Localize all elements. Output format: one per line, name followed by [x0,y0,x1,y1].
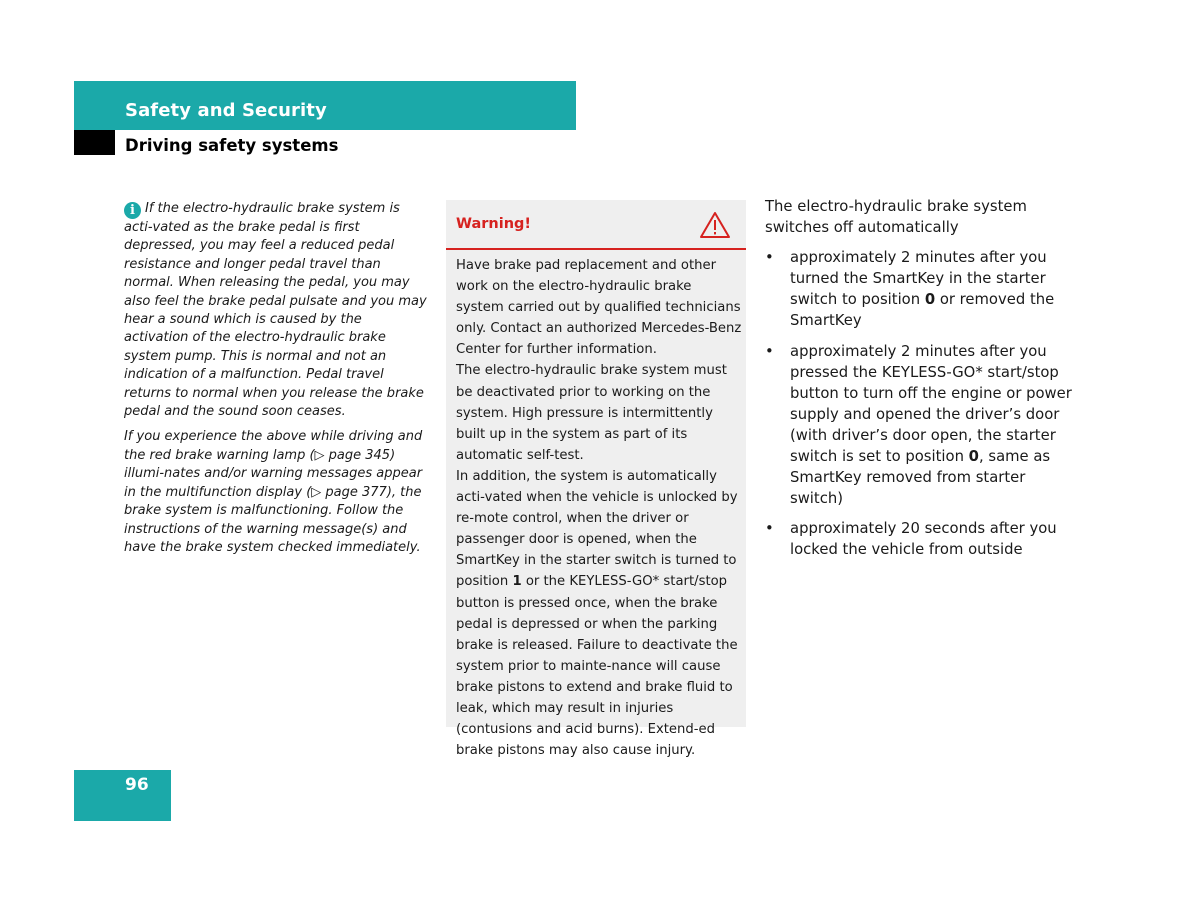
note-text-1: If the electro-hydraulic brake system is acti-vated as the brake pedal is first depressed, you may feel a reduced pedal resistance and longer pedal travel than normal. When releasing the pedal, you may also feel the brake pedal pulsate and you may hear a sound which is caused by the activation of the electro-hydraulic brake system pump. This is normal and not an indication of a malfunction. Pedal travel returns to normal when you release the brake pedal and the sound soon ceases. [124,201,427,420]
subsection-marker [74,130,115,155]
warning-text-3a: In addition, the system is automatically acti-vated when the vehicle is unlocked by re-mote control, when the driver or passenger door is opened, when the SmartKey in the starter switch is turned to position [456,468,738,590]
warning-header [446,200,746,250]
page-number-box [74,770,171,821]
list-item [765,341,1075,510]
shutoff-list [765,247,1075,560]
page-number: 96 [125,775,149,795]
bullet: • [765,342,774,360]
item-text: approximately 2 minutes after you turned the SmartKey in the starter switch to position [790,249,1047,309]
item-text: approximately 20 seconds after you locked the vehicle from outside [790,520,1057,559]
list-item [765,247,1075,331]
note-paragraph-2: If you experience the above while driving and the red brake warning lamp (▷ page 345) illumi-nates and/or warning messages appear in the multifunction display (▷ page 377), the brake system is malfunctioning. Follow the instructions of the warning message(s) and have the brake system checked immediately. [124,429,423,555]
section-title: Safety and Security [125,100,327,121]
info-icon: i [124,202,141,219]
bullet: • [765,249,774,267]
warning-paragraph-1: Have brake pad replacement and other work on the electro-hydraulic brake system carried out by qualified technicians only. Contact an authorized Mercedes-Benz Center for further information. [456,258,742,358]
item-text: approximately 2 minutes after you pressed the KEYLESS-GO* start/stop button to turn off the engine or power supply and opened the driver’s door (with driver’s door open, the starter switch is set to position [790,342,1072,466]
warning-triangle-icon [699,211,731,239]
shutoff-intro: The electro-hydraulic brake system switches off automatically [765,198,1027,237]
position-value: 0 [924,291,936,309]
warning-paragraph-3 [456,466,742,761]
warning-paragraph-2: The electro-hydraulic brake system must be deactivated prior to working on the system. High pressure is intermittently built up in the system as part of its automatic self-test. [456,363,727,463]
list-item [765,518,1075,560]
warning-title: Warning! [456,216,532,232]
subsection-title: Driving safety systems [125,136,339,155]
shutoff-conditions [765,196,1075,570]
position-value: 0 [968,448,979,466]
warning-text-3b: or the KEYLESS-GO* start/stop button is pressed once, when the brake pedal is depressed or when the parking brake is released. Failure to deactivate the system prior to mainte-nance will cause brake pistons to extend and brake fluid to leak, which may result in injuries (contusions and acid burns). Extend-ed brake pistons may also cause injury. [456,574,738,759]
info-note [124,200,428,564]
warning-box [446,200,746,759]
item-text: , same as SmartKey removed from starter switch) [790,448,1051,508]
item-text: or removed the SmartKey [790,291,1055,330]
note-paragraph-1 [124,200,428,421]
bullet: • [765,520,774,538]
warning-body [456,255,742,761]
position-value: 1 [512,574,522,590]
